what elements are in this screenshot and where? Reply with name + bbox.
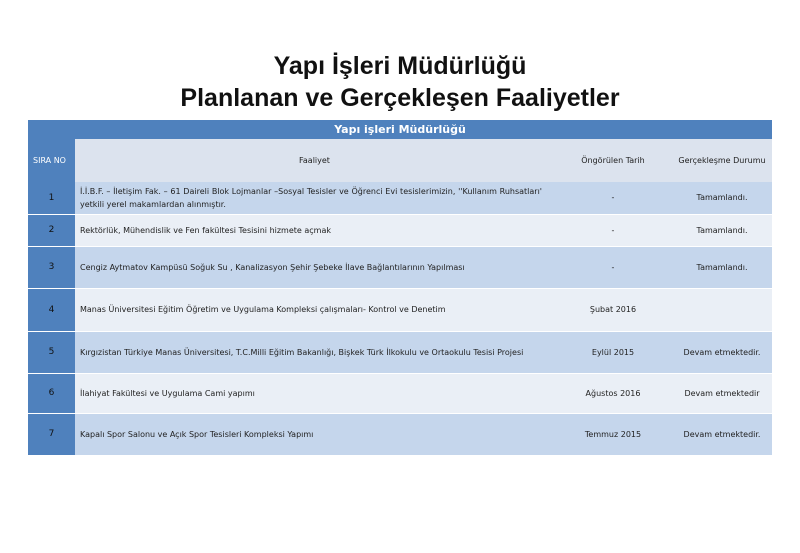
- row-durum: Devam etmektedir: [672, 373, 772, 413]
- page-title-line2: Planlanan ve Gerçekleşen Faaliyetler: [180, 84, 620, 112]
- row-faaliyet: İ.İ.B.F. – İletişim Fak. – 61 Daireli Blok Lojmanlar –Sosyal Tesisler ve Öğrenci Evi tesislerimizin, ''Kullanım Ruhsatları' yetkili yerel makamlardan alınmıştır.: [75, 182, 554, 214]
- table-banner-row: [28, 120, 772, 139]
- table-row: [28, 288, 772, 331]
- row-number: 3: [28, 246, 75, 288]
- row-number: 5: [28, 331, 75, 373]
- table-banner: Yapı işleri Müdürlüğü: [28, 120, 772, 139]
- row-durum: Tamamlandı.: [672, 246, 772, 288]
- row-tarih: -: [554, 246, 672, 288]
- row-faaliyet: Manas Üniversitesi Eğitim Öğretim ve Uygulama Kompleksi çalışmaları- Kontrol ve Denetim: [75, 288, 554, 331]
- row-durum: Tamamlandı.: [672, 182, 772, 214]
- row-faaliyet: Kapalı Spor Salonu ve Açık Spor Tesisleri Kompleksi Yapımı: [75, 413, 554, 455]
- row-number: 1: [28, 182, 75, 214]
- row-tarih: -: [554, 182, 672, 214]
- row-durum: Devam etmektedir.: [672, 413, 772, 455]
- page-title: [0, 50, 800, 114]
- row-durum: Devam etmektedir.: [672, 331, 772, 373]
- header-sira-no: SIRA NO: [28, 139, 75, 182]
- row-faaliyet: Rektörlük, Mühendislik ve Fen fakültesi Tesisini hizmete açmak: [75, 214, 554, 246]
- table-row: [28, 373, 772, 413]
- row-faaliyet: Kırgızistan Türkiye Manas Üniversitesi, T.C.Milli Eğitim Bakanlığı, Bişkek Türk İlkokulu ve Ortaokulu Tesisi Projesi: [75, 331, 554, 373]
- row-number: 4: [28, 288, 75, 331]
- header-ongorulen-tarih: Öngörülen Tarih: [554, 139, 672, 182]
- table-row: [28, 214, 772, 246]
- table-header-row: [28, 139, 772, 182]
- table-row: [28, 331, 772, 373]
- table-row: [28, 413, 772, 455]
- header-gerceklesme-durumu: Gerçekleşme Durumu: [672, 139, 772, 182]
- row-tarih: Ağustos 2016: [554, 373, 672, 413]
- row-tarih: Eylül 2015: [554, 331, 672, 373]
- row-durum: [672, 288, 772, 331]
- row-tarih: Şubat 2016: [554, 288, 672, 331]
- row-number: 2: [28, 214, 75, 246]
- row-tarih: Temmuz 2015: [554, 413, 672, 455]
- row-faaliyet: İlahiyat Fakültesi ve Uygulama Cami yapımı: [75, 373, 554, 413]
- row-faaliyet: Cengiz Aytmatov Kampüsü Soğuk Su , Kanalizasyon Şehir Şebeke İlave Bağlantılarının Yapılması: [75, 246, 554, 288]
- page-title-line1: Yapı İşleri Müdürlüğü: [273, 52, 527, 80]
- row-number: 7: [28, 413, 75, 455]
- header-faaliyet: Faaliyet: [75, 139, 554, 182]
- row-durum: Tamamlandı.: [672, 214, 772, 246]
- table-row: [28, 246, 772, 288]
- table-row: [28, 182, 772, 214]
- row-tarih: -: [554, 214, 672, 246]
- row-number: 6: [28, 373, 75, 413]
- activities-table: [28, 120, 772, 455]
